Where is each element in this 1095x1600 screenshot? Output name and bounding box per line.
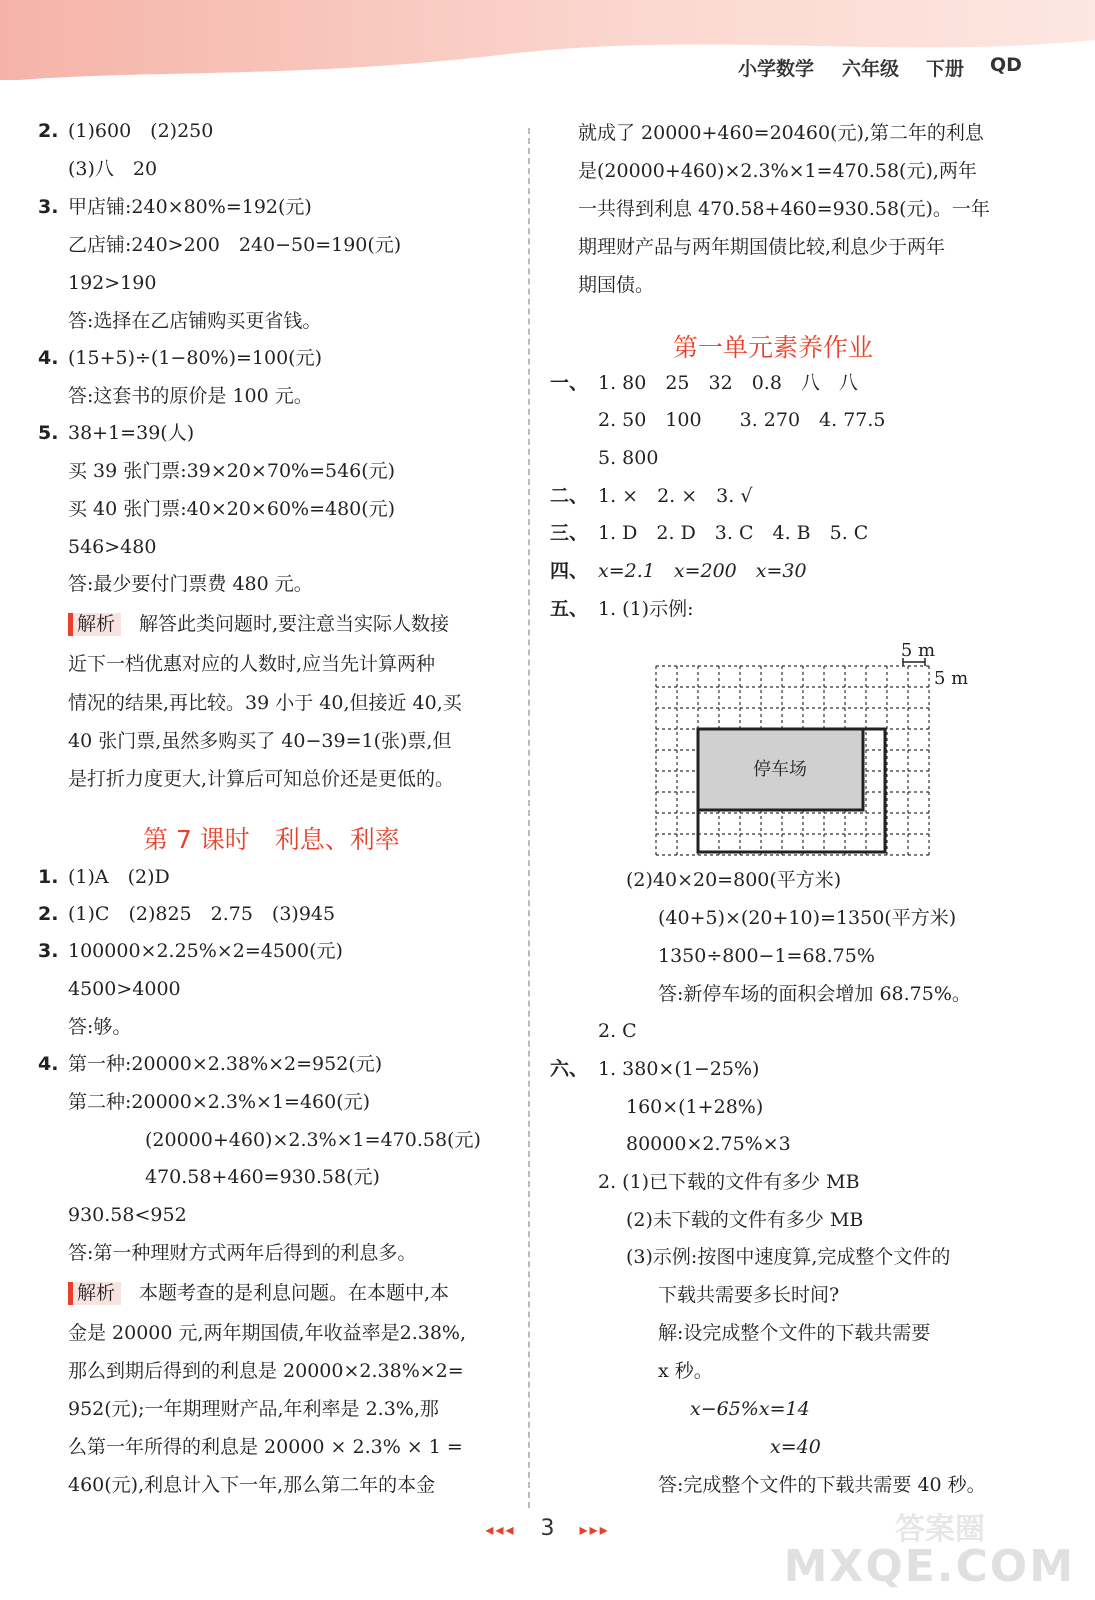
analysis-line: 是打折力度更大,计算后可知总价还是更低的。 (68, 768, 455, 790)
answer-line: (1)600 (2)250 (68, 120, 214, 142)
answer-line: 2. (1)已下载的文件有多少 MB (598, 1171, 860, 1193)
q-number: 3. (38, 940, 59, 962)
answer-line: 甲店铺:240×80%=192(元) (68, 196, 312, 218)
answer-line: (1)C (2)825 2.75 (3)945 (68, 903, 336, 925)
header-grade: 六年级 (842, 58, 900, 80)
answer-line: (40+5)×(20+10)=1350(平方米) (658, 907, 957, 929)
answer-line: 下载共需要多长时间? (658, 1284, 840, 1306)
q-number: 5. (38, 422, 59, 444)
answer-line: x=2.1 x=200 x=30 (598, 560, 807, 582)
answer-line: (15+5)÷(1−80%)=100(元) (68, 347, 323, 369)
answer-line: 470.58+460=930.58(元) (145, 1166, 380, 1188)
answer-line: (2)未下载的文件有多少 MB (626, 1209, 864, 1231)
answer-line: (2)40×20=800(平方米) (626, 869, 842, 891)
answer-line: 1. (1)示例: (598, 598, 694, 620)
analysis-paragraph: 解析 本题考查的是利息问题。在本题中,本 (68, 1282, 449, 1305)
section-number: 五、 (550, 598, 589, 620)
answer-line: 是(20000+460)×2.3%×1=470.58(元),两年 (578, 160, 977, 182)
section-number: 一、 (550, 372, 589, 394)
answer-line: 5. 800 (598, 447, 659, 469)
answer-line: 80000×2.75%×3 (626, 1133, 791, 1155)
parking-grid-figure (650, 636, 980, 858)
answer-line: 答:选择在乙店铺购买更省钱。 (68, 310, 322, 332)
answer-line: 4500>4000 (68, 978, 181, 1000)
analysis-line: 金是 20000 元,两年期国债,年收益率是2.38%, (68, 1322, 466, 1344)
analysis-line: 近下一档优惠对应的人数时,应当先计算两种 (68, 653, 436, 675)
answer-line: 买 39 张门票:39×20×70%=546(元) (68, 460, 396, 482)
answer-line: (3)示例:按图中速度算,完成整个文件的 (626, 1246, 951, 1268)
analysis-line: 460(元),利息计入下一年,那么第二年的本金 (68, 1474, 436, 1496)
answer-line: (3)八 20 (68, 158, 158, 180)
analysis-line: 么第一年所得的利息是 20000 × 2.3% × 1 = (68, 1436, 463, 1458)
analysis-line: 情况的结果,再比较。39 小于 40,但接近 40,买 (68, 692, 462, 714)
page-number: 3 (540, 1516, 555, 1541)
answer-line: 第一种:20000×2.38%×2=952(元) (68, 1053, 383, 1075)
q-number: 3. (38, 196, 59, 218)
header-edition: QD (990, 54, 1022, 76)
answer-line: 期理财产品与两年期国债比较,利息少于两年 (578, 236, 946, 258)
answer-line: 546>480 (68, 536, 157, 558)
answer-line: (1)A (2)D (68, 866, 170, 888)
q-number: 4. (38, 1053, 59, 1075)
answer-line: 答:新停车场的面积会增加 68.75%。 (658, 983, 971, 1005)
section-number: 三、 (550, 522, 589, 544)
section-number: 四、 (550, 560, 589, 582)
section-title: 第 7 课时 利息、利率 (143, 825, 400, 854)
section-number: 二、 (550, 485, 589, 507)
analysis-paragraph: 解析 解答此类问题时,要注意当实际人数接 (68, 613, 449, 636)
answer-line: 答:第一种理财方式两年后得到的利息多。 (68, 1242, 417, 1264)
answer-line: x−65%x=14 (690, 1398, 810, 1420)
answer-line: 160×(1+28%) (626, 1096, 764, 1118)
header-subject: 小学数学 (738, 58, 815, 80)
analysis-line: 那么到期后得到的利息是 20000×2.38%×2= (68, 1360, 464, 1382)
answer-line: 38+1=39(人) (68, 422, 195, 444)
answer-line: (20000+460)×2.3%×1=470.58(元) (145, 1129, 481, 1151)
answer-line: 930.58<952 (68, 1204, 187, 1226)
next-arrows-icon: ▸▸▸ (579, 1520, 610, 1539)
answer-line: 就成了 20000+460=20460(元),第二年的利息 (578, 122, 984, 144)
answer-line: 1350÷800−1=68.75% (658, 945, 875, 967)
answer-line: 1. 80 25 32 0.8 八 八 (598, 372, 858, 394)
answer-line: 答:够。 (68, 1016, 132, 1038)
answer-line: 乙店铺:240>200 240−50=190(元) (68, 234, 402, 256)
parking-label: 停车场 (753, 759, 807, 780)
q-number: 2. (38, 903, 59, 925)
answer-line: 答:这套书的原价是 100 元。 (68, 385, 313, 407)
watermark-url: MXQE.COM (783, 1541, 1075, 1592)
answer-line: 第二种:20000×2.3%×1=460(元) (68, 1091, 371, 1113)
header-volume: 下册 (926, 58, 965, 80)
q-number: 1. (38, 866, 59, 888)
answer-line: 解:设完成整个文件的下载共需要 (658, 1322, 931, 1344)
answer-line: 2. C (598, 1020, 637, 1042)
analysis-tag: 解析 (68, 613, 121, 636)
answer-line: x=40 (770, 1436, 821, 1458)
scale-label-top: 5 m (900, 640, 936, 661)
answer-line: 1. 380×(1−25%) (598, 1058, 760, 1080)
answer-line: 192>190 (68, 272, 157, 294)
prev-arrows-icon: ◂◂◂ (485, 1520, 516, 1539)
analysis-tag: 解析 (68, 1282, 121, 1305)
watermark-text: 答案圈 (895, 1512, 985, 1547)
analysis-line: 952(元);一年期理财产品,年利率是 2.3%,那 (68, 1398, 439, 1420)
answer-line: x 秒。 (658, 1360, 713, 1382)
q-number: 2. (38, 120, 59, 142)
column-divider (528, 128, 530, 1508)
section-number: 六、 (550, 1058, 589, 1080)
unit-title: 第一单元素养作业 (673, 333, 874, 362)
q-number: 4. (38, 347, 59, 369)
answer-line: 一共得到利息 470.58+460=930.58(元)。一年 (578, 198, 990, 220)
answer-line: 100000×2.25%×2=4500(元) (68, 940, 343, 962)
answer-line: 1. D 2. D 3. C 4. B 5. C (598, 522, 869, 544)
answer-line: 答:完成整个文件的下载共需要 40 秒。 (658, 1474, 986, 1496)
analysis-line: 40 张门票,虽然多购买了 40−39=1(张)票,但 (68, 730, 452, 752)
answer-line: 2. 50 100 3. 270 4. 77.5 (598, 409, 886, 431)
answer-line: 期国债。 (578, 274, 655, 296)
answer-line: 1. × 2. × 3. √ (598, 485, 753, 507)
answer-line: 答:最少要付门票费 480 元。 (68, 573, 313, 595)
scale-label-side: 5 m (934, 668, 969, 689)
answer-line: 买 40 张门票:40×20×60%=480(元) (68, 498, 396, 520)
